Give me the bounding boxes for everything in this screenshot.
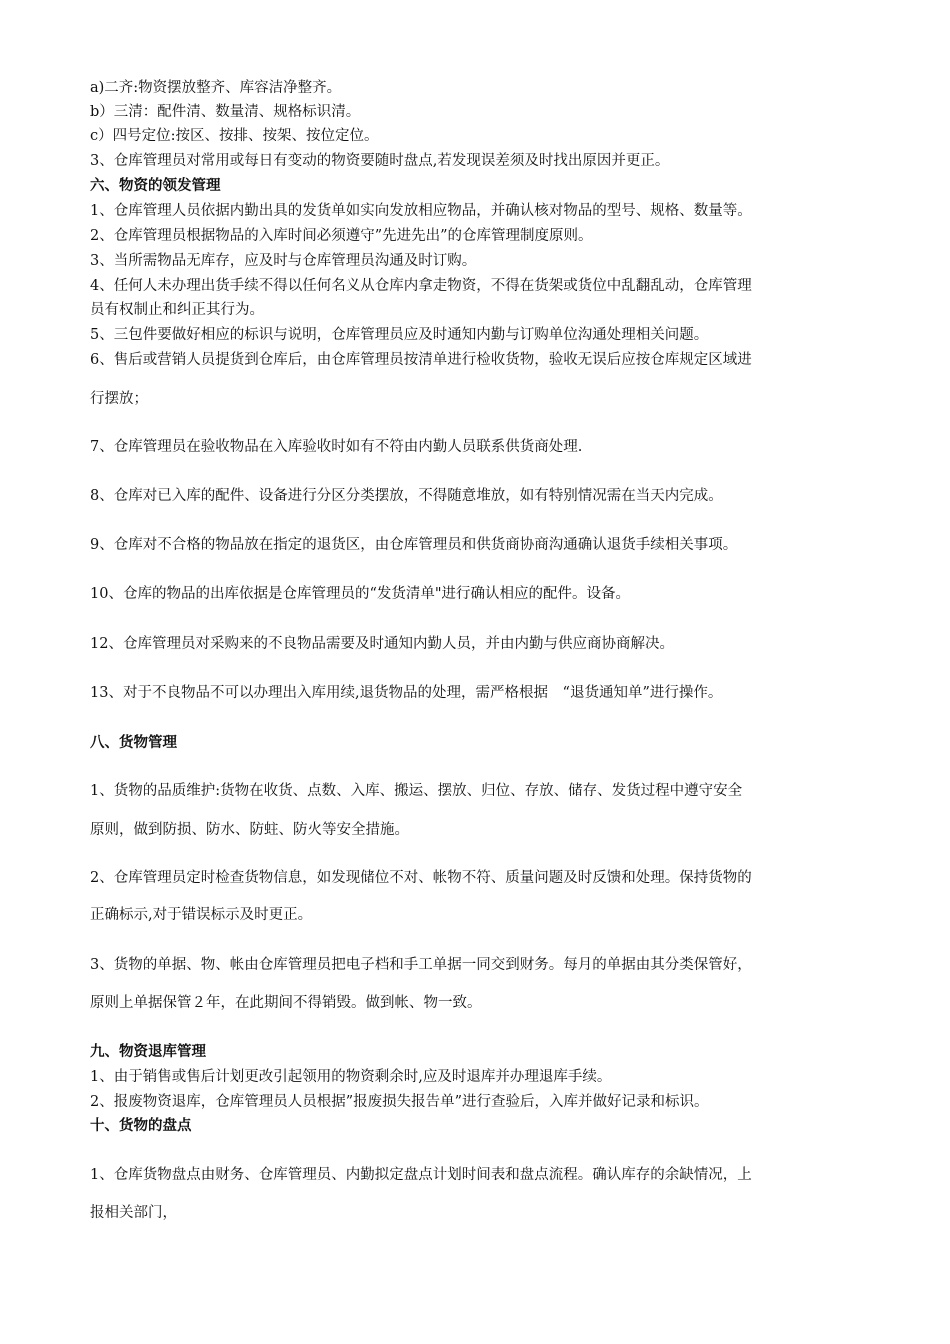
text-line: 1、货物的品质维护:货物在收货、点数、入库、搬运、摆放、归位、存放、储存、发货过程中遵守安全 <box>90 783 743 799</box>
text-line: 2、仓库管理员根据物品的入库时间必须遵守”先进先出”的仓库管理制度原则。 <box>90 228 593 244</box>
text-line: 1、仓库管理人员依据内勤出具的发货单如实向发放相应物品，并确认核对物品的型号、规格、数量等。 <box>90 203 752 219</box>
text-line: c）四号定位:按区、按排、按架、按位定位。 <box>90 128 379 144</box>
text-line: 原则，做到防损、防水、防蛀、防火等安全措施。 <box>90 822 409 838</box>
text-line: 1、仓库货物盘点由财务、仓库管理员、内勤拟定盘点计划时间表和盘点流程。确认库存的余缺情况，上 <box>90 1167 752 1183</box>
text-line: 6、售后或营销人员提货到仓库后，由仓库管理员按清单进行检收货物，验收无误后应按仓库规定区域进 <box>90 352 752 368</box>
text-line: a)二齐:物资摆放整齐、库容洁净整齐。 <box>90 80 342 96</box>
text-line: 8、仓库对已入库的配件、设备进行分区分类摆放，不得随意堆放，如有特别情况需在当天内完成。 <box>90 488 723 504</box>
text-line: 原则上单据保管２年，在此期间不得销毁。做到帐、物一致。 <box>90 995 482 1011</box>
text-line: 3、货物的单据、物、帐由仓库管理员把电子档和手工单据一同交到财务。每月的单据由其分类保管好， <box>90 957 752 973</box>
text-line: 员有权制止和纠正其行为。 <box>90 302 264 318</box>
text-line: 4、任何人未办理出货手续不得以任何名义从仓库内拿走物资，不得在货架或货位中乱翻乱动，仓库管理 <box>90 278 752 294</box>
section-heading-eight: 八、货物管理 <box>90 735 177 751</box>
text-line: 行摆放； <box>90 391 148 407</box>
text-line: 12、仓库管理员对采购来的不良物品需要及时通知内勤人员，并由内勤与供应商协商解决。 <box>90 636 674 652</box>
text-line: 报相关部门， <box>90 1205 177 1221</box>
text-line: 2、仓库管理员定时检查货物信息，如发现储位不对、帐物不符、质量问题及时反馈和处理。保持货物的 <box>90 870 752 886</box>
text-line: b）三清：配件清、数量清、规格标识清。 <box>90 104 361 120</box>
text-line: 1、由于销售或售后计划更改引起领用的物资剩余时,应及时退库并办理退库手续。 <box>90 1069 612 1085</box>
section-heading-ten: 十、货物的盘点 <box>90 1118 192 1134</box>
text-line: 3、当所需物品无库存，应及时与仓库管理员沟通及时订购。 <box>90 253 477 269</box>
section-heading-nine: 九、物资退库管理 <box>90 1044 206 1060</box>
section-heading-six: 六、物资的领发管理 <box>90 178 221 194</box>
text-line: 2、报废物资退库，仓库管理员人员根据”报废损失报告单”进行查验后，入库并做好记录和标识。 <box>90 1094 709 1110</box>
text-line: 13、对于不良物品不可以办理出入库用续,退货物品的处理，需严格根据 “退货通知单”进行操作。 <box>90 685 723 701</box>
text-line: 正确标示,对于错误标示及时更正。 <box>90 907 313 923</box>
text-line: 5、三包件要做好相应的标识与说明，仓库管理员应及时通知内勤与订购单位沟通处理相关问题。 <box>90 327 709 343</box>
text-line: 10、仓库的物品的出库依据是仓库管理员的“发货清单"进行确认相应的配件。设备。 <box>90 586 631 602</box>
text-line: 7、仓库管理员在验收物品在入库验收时如有不符由内勤人员联系供货商处理. <box>90 439 583 455</box>
text-line: 9、仓库对不合格的物品放在指定的退货区，由仓库管理员和供货商协商沟通确认退货手续相关事项。 <box>90 537 738 553</box>
text-line: 3、仓库管理员对常用或每日有变动的物资要随时盘点,若发现误差须及时找出原因并更正。 <box>90 153 670 169</box>
